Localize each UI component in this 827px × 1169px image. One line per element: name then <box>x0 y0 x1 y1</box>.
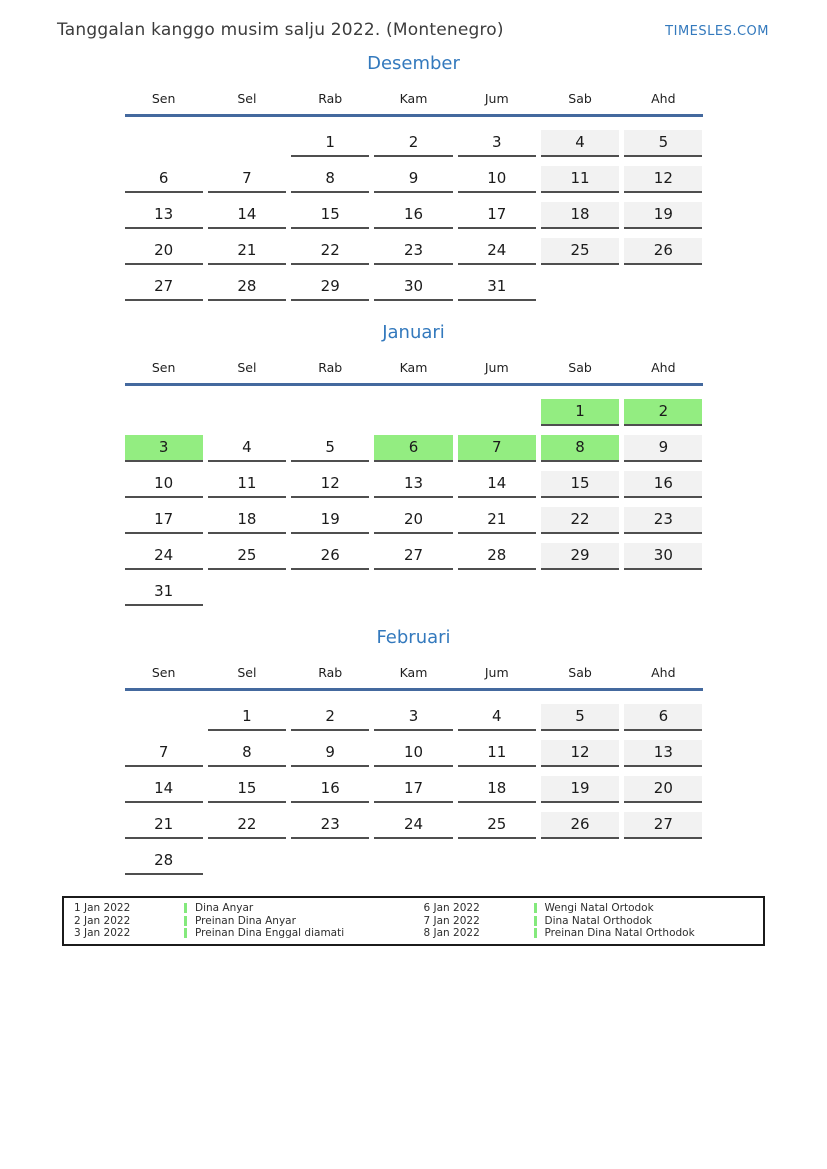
day-names-row <box>125 665 703 691</box>
day-name-kam: Kam <box>399 665 428 680</box>
legend-item <box>64 902 414 915</box>
day-cell-januari-30: 30 <box>624 543 702 570</box>
day-name-kam: Kam <box>399 360 428 375</box>
day-cell-februari-14: 14 <box>125 776 203 803</box>
day-name-rab: Rab <box>318 665 343 680</box>
day-cell-januari-11: 11 <box>208 471 286 498</box>
timesles-link[interactable]: TIMESLES.COM <box>665 24 769 39</box>
day-cell-desember-16: 16 <box>374 202 452 229</box>
day-cell-desember-11: 11 <box>541 166 619 193</box>
day-cell-desember-4: 4 <box>541 130 619 157</box>
legend-column-left <box>64 902 414 940</box>
day-cell-desember-13: 13 <box>125 202 203 229</box>
day-name-rab: Rab <box>318 360 343 375</box>
legend-item <box>64 927 414 940</box>
month-januari <box>125 322 703 606</box>
day-cell-januari-13: 13 <box>374 471 452 498</box>
legend-label: Dina Natal Orthodok <box>544 914 652 927</box>
day-name-sel: Sel <box>237 665 257 680</box>
day-cell-desember-8: 8 <box>291 166 369 193</box>
empty-cell <box>541 274 619 301</box>
empty-cell <box>125 399 203 426</box>
day-name-ahd: Ahd <box>651 665 676 680</box>
day-cell-desember-18: 18 <box>541 202 619 229</box>
day-cell-februari-15: 15 <box>208 776 286 803</box>
month-februari <box>125 627 703 875</box>
day-cell-januari-6: 6 <box>374 435 452 462</box>
day-cell-februari-8: 8 <box>208 740 286 767</box>
day-cell-januari-19: 19 <box>291 507 369 534</box>
day-cell-januari-10: 10 <box>125 471 203 498</box>
month-desember <box>125 53 703 301</box>
day-name-sab: Sab <box>568 360 592 375</box>
day-cell-januari-18: 18 <box>208 507 286 534</box>
legend-label: Wengi Natal Ortodok <box>544 902 654 915</box>
day-cell-januari-23: 23 <box>624 507 702 534</box>
day-name-sel: Sel <box>237 360 257 375</box>
empty-cell <box>458 579 536 606</box>
day-name-kam: Kam <box>399 91 428 106</box>
day-cell-desember-27: 27 <box>125 274 203 301</box>
day-cell-desember-20: 20 <box>125 238 203 265</box>
legend-date: 6 Jan 2022 <box>423 902 480 915</box>
day-cell-desember-1: 1 <box>291 130 369 157</box>
month-grid <box>125 386 703 606</box>
day-name-jum: Jum <box>484 360 509 375</box>
day-name-sel: Sel <box>237 91 257 106</box>
empty-cell <box>291 399 369 426</box>
day-cell-desember-31: 31 <box>458 274 536 301</box>
empty-cell <box>125 704 203 731</box>
empty-cell <box>208 399 286 426</box>
holiday-legend <box>62 896 765 946</box>
day-cell-januari-21: 21 <box>458 507 536 534</box>
legend-date: 7 Jan 2022 <box>423 914 480 927</box>
day-cell-februari-12: 12 <box>541 740 619 767</box>
legend-date: 1 Jan 2022 <box>74 902 131 915</box>
day-cell-januari-28: 28 <box>458 543 536 570</box>
holiday-marker-icon <box>184 916 187 926</box>
day-name-sen: Sen <box>151 360 176 375</box>
day-cell-desember-9: 9 <box>374 166 452 193</box>
empty-cell <box>374 848 452 875</box>
month-title: Februari <box>376 627 451 648</box>
day-cell-februari-2: 2 <box>291 704 369 731</box>
day-cell-februari-20: 20 <box>624 776 702 803</box>
day-cell-januari-24: 24 <box>125 543 203 570</box>
empty-cell <box>458 848 536 875</box>
day-cell-januari-16: 16 <box>624 471 702 498</box>
empty-cell <box>291 848 369 875</box>
day-cell-desember-23: 23 <box>374 238 452 265</box>
month-title: Januari <box>382 322 445 343</box>
day-cell-desember-19: 19 <box>624 202 702 229</box>
legend-label: Preinan Dina Natal Orthodok <box>544 927 695 940</box>
day-cell-januari-20: 20 <box>374 507 452 534</box>
day-name-rab: Rab <box>318 91 343 106</box>
empty-cell <box>624 579 702 606</box>
empty-cell <box>374 579 452 606</box>
legend-item <box>414 902 764 915</box>
day-name-sab: Sab <box>568 665 592 680</box>
day-cell-januari-7: 7 <box>458 435 536 462</box>
day-cell-desember-3: 3 <box>458 130 536 157</box>
day-cell-desember-7: 7 <box>208 166 286 193</box>
day-cell-desember-6: 6 <box>125 166 203 193</box>
page-header <box>0 0 827 40</box>
empty-cell <box>208 130 286 157</box>
day-names-row <box>125 360 703 386</box>
day-cell-februari-18: 18 <box>458 776 536 803</box>
day-cell-februari-22: 22 <box>208 812 286 839</box>
day-cell-februari-16: 16 <box>291 776 369 803</box>
day-cell-februari-25: 25 <box>458 812 536 839</box>
legend-item <box>64 915 414 928</box>
holiday-marker-icon <box>534 928 537 938</box>
day-cell-februari-17: 17 <box>374 776 452 803</box>
day-cell-februari-5: 5 <box>541 704 619 731</box>
day-cell-januari-17: 17 <box>125 507 203 534</box>
day-cell-desember-12: 12 <box>624 166 702 193</box>
legend-date: 8 Jan 2022 <box>423 927 480 940</box>
day-name-jum: Jum <box>484 665 509 680</box>
day-cell-januari-14: 14 <box>458 471 536 498</box>
day-cell-desember-2: 2 <box>374 130 452 157</box>
day-cell-februari-26: 26 <box>541 812 619 839</box>
day-name-sab: Sab <box>568 91 592 106</box>
day-name-sen: Sen <box>151 665 176 680</box>
holiday-marker-icon <box>184 903 187 913</box>
day-cell-desember-17: 17 <box>458 202 536 229</box>
empty-cell <box>374 399 452 426</box>
day-cell-desember-25: 25 <box>541 238 619 265</box>
legend-item <box>414 927 764 940</box>
day-cell-februari-3: 3 <box>374 704 452 731</box>
day-cell-januari-31: 31 <box>125 579 203 606</box>
empty-cell <box>208 579 286 606</box>
day-cell-februari-24: 24 <box>374 812 452 839</box>
months-container <box>125 53 703 875</box>
day-cell-januari-26: 26 <box>291 543 369 570</box>
day-name-ahd: Ahd <box>651 91 676 106</box>
day-cell-desember-24: 24 <box>458 238 536 265</box>
day-cell-desember-28: 28 <box>208 274 286 301</box>
page-title: Tanggalan kanggo musim salju 2022. (Montenegro) <box>57 20 504 40</box>
month-grid <box>125 691 703 875</box>
day-cell-februari-27: 27 <box>624 812 702 839</box>
empty-cell <box>541 579 619 606</box>
day-cell-februari-7: 7 <box>125 740 203 767</box>
day-cell-januari-5: 5 <box>291 435 369 462</box>
empty-cell <box>458 399 536 426</box>
empty-cell <box>125 130 203 157</box>
day-cell-januari-3: 3 <box>125 435 203 462</box>
day-cell-desember-30: 30 <box>374 274 452 301</box>
legend-label: Dina Anyar <box>195 902 254 915</box>
month-title: Desember <box>367 53 460 74</box>
day-cell-februari-11: 11 <box>458 740 536 767</box>
day-cell-desember-22: 22 <box>291 238 369 265</box>
legend-label: Preinan Dina Anyar <box>195 914 296 927</box>
legend-date: 3 Jan 2022 <box>74 927 131 940</box>
day-cell-desember-21: 21 <box>208 238 286 265</box>
day-cell-februari-9: 9 <box>291 740 369 767</box>
day-names-row <box>125 91 703 117</box>
day-cell-januari-15: 15 <box>541 471 619 498</box>
day-cell-januari-29: 29 <box>541 543 619 570</box>
day-cell-desember-5: 5 <box>624 130 702 157</box>
day-cell-februari-13: 13 <box>624 740 702 767</box>
day-cell-februari-6: 6 <box>624 704 702 731</box>
holiday-marker-icon <box>534 916 537 926</box>
day-name-sen: Sen <box>151 91 176 106</box>
empty-cell <box>291 579 369 606</box>
legend-column-right <box>414 902 764 940</box>
day-cell-februari-1: 1 <box>208 704 286 731</box>
day-name-jum: Jum <box>484 91 509 106</box>
month-grid <box>125 117 703 301</box>
day-cell-januari-22: 22 <box>541 507 619 534</box>
day-cell-desember-15: 15 <box>291 202 369 229</box>
holiday-marker-icon <box>534 903 537 913</box>
day-cell-januari-8: 8 <box>541 435 619 462</box>
day-cell-februari-19: 19 <box>541 776 619 803</box>
empty-cell <box>624 274 702 301</box>
day-cell-februari-28: 28 <box>125 848 203 875</box>
day-cell-desember-10: 10 <box>458 166 536 193</box>
empty-cell <box>208 848 286 875</box>
day-cell-januari-9: 9 <box>624 435 702 462</box>
day-cell-februari-23: 23 <box>291 812 369 839</box>
holiday-marker-icon <box>184 928 187 938</box>
day-cell-februari-4: 4 <box>458 704 536 731</box>
legend-item <box>414 915 764 928</box>
day-cell-desember-26: 26 <box>624 238 702 265</box>
day-cell-januari-27: 27 <box>374 543 452 570</box>
empty-cell <box>624 848 702 875</box>
day-cell-januari-12: 12 <box>291 471 369 498</box>
day-cell-februari-10: 10 <box>374 740 452 767</box>
day-cell-desember-14: 14 <box>208 202 286 229</box>
day-cell-desember-29: 29 <box>291 274 369 301</box>
empty-cell <box>541 848 619 875</box>
day-cell-januari-1: 1 <box>541 399 619 426</box>
day-cell-februari-21: 21 <box>125 812 203 839</box>
day-name-ahd: Ahd <box>651 360 676 375</box>
legend-label: Preinan Dina Enggal diamati <box>195 927 345 940</box>
day-cell-januari-25: 25 <box>208 543 286 570</box>
day-cell-januari-4: 4 <box>208 435 286 462</box>
day-cell-januari-2: 2 <box>624 399 702 426</box>
legend-date: 2 Jan 2022 <box>74 914 131 927</box>
